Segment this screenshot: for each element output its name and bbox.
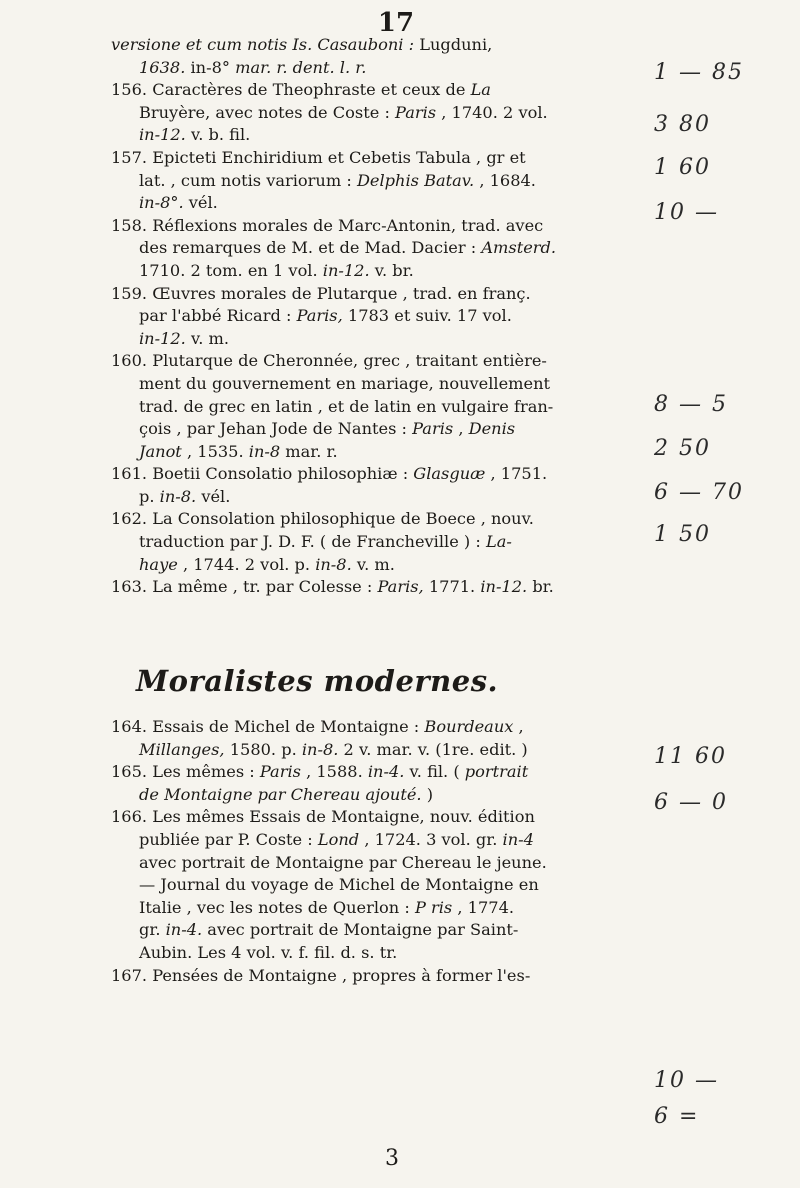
handwritten-note: 3 80: [654, 112, 711, 137]
entry-line: [111, 124, 641, 147]
text-segment: v. m.: [185, 328, 229, 348]
text-segment: ment du gouvernement en mariage, nouvellement: [139, 373, 551, 393]
text-segment: 164. Essais de Michel de Montaigne :: [111, 717, 425, 736]
text-segment: , 1774.: [452, 897, 515, 917]
entry-line: [111, 852, 641, 875]
entry-line: [111, 215, 641, 238]
handwritten-note: 6 — 0: [654, 790, 728, 815]
italic-segment: Paris,: [377, 577, 424, 597]
italic-segment: mar. r. dent. l. r.: [229, 57, 367, 77]
italic-segment: 1638.: [139, 57, 191, 77]
italic-segment: Amsterd.: [481, 238, 557, 258]
entry-line: [111, 283, 641, 306]
text-segment: v. m.: [351, 554, 395, 574]
entry-line: [111, 554, 641, 577]
entry-line: [111, 806, 641, 829]
catalog-entry: [111, 576, 641, 599]
text-segment: 161. Boetii Consolatio philosophiæ :: [111, 464, 414, 484]
text-segment: 157. Epicteti Enchiridium et Cebetis Tabula , gr et: [111, 147, 526, 167]
text-segment: çois , par Jehan Jode de Nantes :: [139, 419, 413, 439]
italic-segment: de Montaigne par Chereau ajouté.: [139, 784, 422, 804]
italic-segment: in-8.: [315, 554, 352, 574]
text-segment: 165. Les mêmes :: [111, 762, 260, 782]
italic-segment: Glasguæ: [413, 464, 486, 484]
text-segment: p.: [139, 486, 160, 506]
text-segment: — Journal du voyage de Michel de Montaigne en: [139, 875, 539, 895]
text-segment: 160. Plutarque de Cheronnée, grec , traitant entière-: [111, 351, 547, 371]
text-segment: 158. Réflexions morales de Marc-Antonin, trad. avec: [111, 215, 544, 235]
catalog-entries: [111, 34, 641, 599]
italic-segment: in-8°.: [139, 193, 184, 213]
text-segment: , 1740. 2 vol.: [436, 102, 548, 122]
text-segment: 2 v. mar. v. (1re. edit. ): [338, 739, 528, 759]
italic-segment: Delphis Batav.: [356, 170, 475, 190]
entry-line: [111, 350, 641, 373]
text-segment: mar. r.: [280, 441, 338, 461]
entry-line: [111, 57, 641, 80]
text-segment: 167. Pensées de Montaigne , propres à former l'es-: [111, 965, 531, 985]
entry-line: [111, 441, 641, 464]
text-segment: 1771.: [423, 577, 481, 597]
catalog-entry: [111, 463, 641, 508]
entry-line: [111, 170, 641, 193]
catalog-entry: [111, 215, 641, 283]
section-title: Moralistes modernes.: [136, 664, 499, 698]
text-segment: , 1751.: [485, 464, 548, 484]
italic-segment: Denis: [468, 419, 516, 439]
text-segment: br.: [527, 577, 554, 597]
italic-segment: La-: [486, 532, 512, 552]
handwritten-note: 6 =: [654, 1104, 700, 1129]
text-segment: 166. Les mêmes Essais de Montaigne, nouv. édition: [111, 807, 535, 827]
entry-line: [111, 942, 641, 965]
text-segment: Bruyère, avec notes de Coste :: [139, 102, 396, 122]
text-segment: avec portrait de Montaigne par Chereau le jeune.: [139, 852, 547, 872]
handwritten-note: 8 — 5: [654, 392, 728, 417]
entry-line: [111, 508, 641, 531]
italic-segment: in-12.: [480, 577, 528, 597]
text-segment: v. br.: [369, 260, 414, 280]
text-segment: Lugduni,: [419, 35, 493, 54]
italic-segment: in-4.: [367, 762, 405, 782]
entry-line: [111, 576, 641, 599]
text-segment: v. b. fil.: [185, 125, 251, 145]
text-segment: , 1535.: [181, 441, 249, 461]
italic-segment: La: [470, 80, 491, 100]
handwritten-note: 10 —: [654, 200, 719, 225]
catalog-entry: [111, 147, 641, 215]
entry-line: [111, 237, 641, 260]
italic-segment: in-12.: [139, 328, 186, 348]
page-number: 17: [377, 8, 415, 38]
text-segment: Aubin. Les 4 vol. v. f. fil. d. s. tr.: [139, 942, 398, 962]
text-segment: ): [421, 784, 434, 804]
handwritten-note: 6 — 70: [654, 480, 744, 505]
italic-segment: versione et cum notis Is. Casauboni :: [111, 35, 420, 54]
text-segment: , 1744. 2 vol. p.: [177, 554, 316, 574]
catalog-entry: [111, 965, 641, 988]
entry-line: [111, 897, 641, 920]
text-segment: 1580. p.: [224, 739, 302, 759]
text-segment: 163. La même , tr. par Colesse :: [111, 577, 378, 597]
italic-segment: in-12.: [322, 260, 370, 280]
signature-mark: 3: [385, 1146, 399, 1171]
text-segment: 1710. 2 tom. en 1 vol.: [139, 260, 323, 280]
text-segment: vél.: [196, 486, 231, 506]
text-segment: 159. Œuvres morales de Plutarque , trad. en franç.: [111, 283, 531, 303]
catalog-entry: [111, 716, 641, 761]
text-segment: Italie , vec les notes de Querlon :: [139, 897, 415, 917]
entry-line: [111, 34, 641, 57]
handwritten-note: 1 50: [654, 522, 711, 547]
entry-line: [111, 328, 641, 351]
italic-segment: portrait: [464, 762, 529, 782]
entry-line: [111, 79, 641, 102]
italic-segment: Lond: [317, 829, 360, 849]
text-segment: 156. Caractères de Theophraste et ceux de: [111, 80, 471, 100]
text-segment: vél.: [183, 193, 218, 213]
entry-line: [111, 829, 641, 852]
italic-segment: in-8.: [159, 486, 197, 506]
text-segment: , 1724. 3 vol. gr.: [359, 829, 503, 849]
text-segment: avec portrait de Montaigne par Saint-: [202, 920, 519, 940]
italic-segment: in-8: [248, 441, 281, 461]
italic-segment: Janot: [139, 441, 182, 461]
entry-line: [111, 418, 641, 441]
italic-segment: in-4: [502, 829, 534, 849]
italic-segment: in-4.: [165, 920, 203, 940]
entry-line: [111, 874, 641, 897]
italic-segment: Paris,: [296, 306, 343, 326]
italic-segment: Paris: [259, 762, 301, 782]
entry-line: [111, 716, 641, 739]
entry-line: [111, 965, 641, 988]
text-segment: , 1588.: [300, 762, 368, 782]
text-segment: v. fil. (: [404, 762, 465, 782]
italic-segment: in-8.: [301, 739, 339, 759]
entry-line: [111, 305, 641, 328]
text-segment: publiée par P. Coste :: [139, 829, 318, 849]
entry-line: [111, 192, 641, 215]
handwritten-note: 1 — 85: [654, 60, 744, 85]
catalog-entry: [111, 806, 641, 964]
entry-line: [111, 486, 641, 509]
text-segment: 162. La Consolation philosophique de Boece , nouv.: [111, 509, 534, 529]
catalog-entry: [111, 508, 641, 576]
handwritten-note: 2 50: [654, 436, 711, 461]
italic-segment: Millanges,: [139, 739, 225, 759]
handwritten-note: 10 —: [654, 1068, 719, 1093]
entry-line: [111, 260, 641, 283]
handwritten-note: 1 60: [654, 155, 711, 180]
text-segment: des remarques de M. et de Mad. Dacier :: [139, 238, 482, 258]
catalog-entry: [111, 761, 641, 806]
text-segment: trad. de grec en latin , et de latin en vulgaire fran-: [139, 396, 554, 416]
text-segment: ,: [453, 419, 469, 439]
catalog-entry: [111, 34, 641, 79]
entry-line: [111, 373, 641, 396]
catalog-entry: [111, 283, 641, 351]
catalog-entries-modern: [111, 716, 641, 987]
catalog-entry: [111, 79, 641, 147]
text-segment: gr.: [139, 920, 166, 940]
entry-line: [111, 784, 641, 807]
text-segment: , 1684.: [474, 170, 536, 190]
entry-line: [111, 147, 641, 170]
entry-line: [111, 463, 641, 486]
text-segment: 1783 et suiv. 17 vol.: [342, 306, 512, 326]
text-segment: par l'abbé Ricard :: [139, 306, 297, 326]
entry-line: [111, 531, 641, 554]
entry-line: [111, 102, 641, 125]
italic-segment: in-12.: [139, 125, 186, 145]
catalog-entry: [111, 350, 641, 463]
text-segment: lat. , cum notis variorum :: [139, 170, 357, 190]
text-segment: traduction par J. D. F. ( de Francheville ) :: [139, 532, 486, 552]
text-segment: in-8°: [190, 57, 230, 77]
italic-segment: Bourdeaux: [424, 717, 514, 736]
entry-line: [111, 919, 641, 942]
handwritten-note: 11 60: [654, 744, 727, 769]
italic-segment: Paris: [412, 419, 454, 439]
entry-line: [111, 761, 641, 784]
italic-segment: Paris: [395, 102, 437, 122]
entry-line: [111, 739, 641, 762]
italic-segment: P ris: [414, 897, 453, 917]
entry-line: [111, 396, 641, 419]
italic-segment: haye: [139, 554, 178, 574]
text-segment: ,: [513, 717, 524, 736]
